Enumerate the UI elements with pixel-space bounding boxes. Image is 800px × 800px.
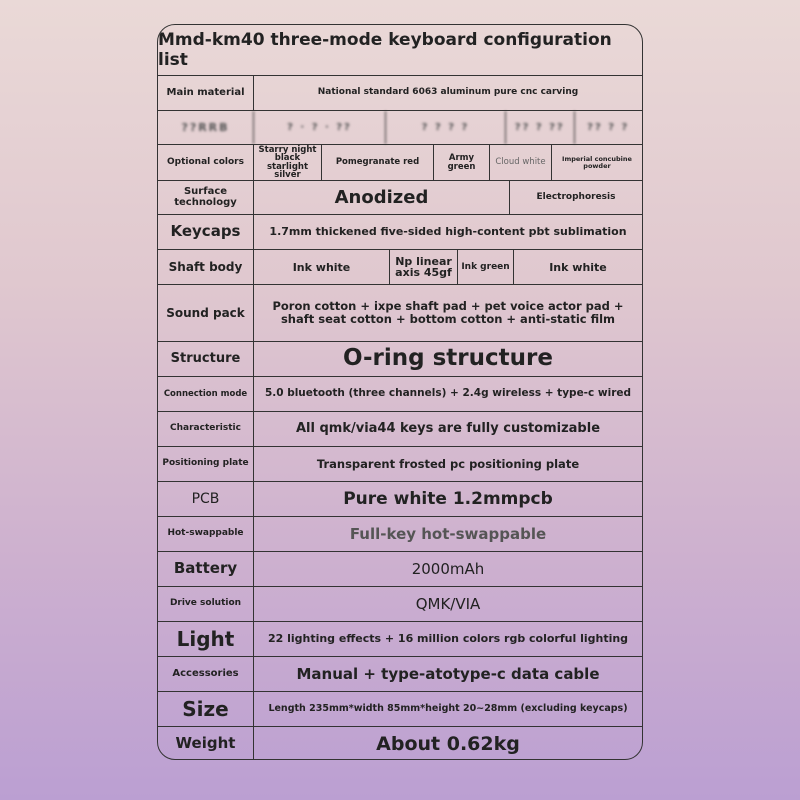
blurred-cell: ? · ? · ?? bbox=[254, 111, 386, 144]
blurred-cell: ? ? ? ? bbox=[386, 111, 506, 144]
label-weight: Weight bbox=[158, 727, 254, 760]
label-drive: Drive solution bbox=[158, 587, 254, 621]
value-sound: Poron cotton + ixpe shaft pad + pet voice actor pad + shaft seat cotton + bottom cotton + anti-static film bbox=[272, 299, 624, 326]
value-characteristic: All qmk/via44 keys are fully customizable bbox=[295, 420, 601, 436]
row-keycaps bbox=[158, 215, 642, 250]
shaft-option: Ink white bbox=[254, 250, 390, 284]
label-connection: Connection mode bbox=[158, 377, 254, 411]
row-blurred bbox=[158, 111, 642, 145]
row-connection bbox=[158, 377, 642, 412]
row-surface bbox=[158, 181, 642, 215]
label-main-material: Main material bbox=[158, 76, 254, 110]
value-main-material: National standard 6063 aluminum pure cnc carving bbox=[317, 87, 579, 98]
value-battery: 2000mAh bbox=[411, 559, 485, 578]
blurred-label: ??RRB bbox=[158, 111, 254, 144]
blurred-cell: ?? ? ? bbox=[587, 121, 630, 133]
value-pcb: Pure white 1.2mmpcb bbox=[343, 488, 553, 509]
row-battery bbox=[158, 552, 642, 587]
value-hotswap: Full-key hot-swappable bbox=[349, 524, 547, 543]
row-accessories bbox=[158, 657, 642, 692]
label-pcb: PCB bbox=[158, 482, 254, 516]
row-plate bbox=[158, 447, 642, 482]
value-structure: O-ring structure bbox=[343, 345, 553, 372]
label-characteristic: Characteristic bbox=[158, 412, 254, 446]
page-title: Mmd-km40 three-mode keyboard configuration list bbox=[158, 25, 642, 76]
value-accessories: Manual + type-atotype-c data cable bbox=[296, 664, 600, 683]
row-main-material bbox=[158, 76, 642, 111]
row-pcb bbox=[158, 482, 642, 517]
shaft-option: Ink green bbox=[458, 250, 514, 284]
value-drive: QMK/VIA bbox=[415, 594, 481, 613]
label-accessories: Accessories bbox=[158, 657, 254, 691]
row-weight bbox=[158, 727, 642, 760]
label-structure: Structure bbox=[158, 342, 254, 376]
label-battery: Battery bbox=[158, 552, 254, 586]
color-option: Army green bbox=[434, 145, 490, 180]
value-surface-2: Electrophoresis bbox=[536, 192, 616, 202]
value-size: Length 235mm*width 85mm*height 20~28mm (excluding keycaps) bbox=[268, 702, 628, 714]
row-characteristic bbox=[158, 412, 642, 447]
value-light: 22 lighting effects + 16 million colors rgb colorful lighting bbox=[267, 631, 629, 645]
label-keycaps: Keycaps bbox=[158, 215, 254, 249]
label-surface: Surface technology bbox=[158, 181, 254, 214]
label-hotswap: Hot-swappable bbox=[158, 517, 254, 551]
color-option: Starry night black starlight silver bbox=[254, 145, 322, 180]
color-option: Imperial concubine powder bbox=[562, 155, 632, 170]
value-keycaps: 1.7mm thickened five-sided high-content pbt sublimation bbox=[269, 224, 627, 238]
color-option: Pomegranate red bbox=[322, 145, 434, 180]
label-light: Light bbox=[158, 622, 254, 656]
blurred-cell: ?? ? ?? bbox=[506, 111, 575, 144]
color-option: Cloud white bbox=[490, 145, 552, 180]
row-light bbox=[158, 622, 642, 657]
value-plate: Transparent frosted pc positioning plate bbox=[316, 456, 580, 471]
label-sound: Sound pack bbox=[158, 285, 254, 341]
shaft-option: Ink white bbox=[549, 260, 607, 274]
row-drive bbox=[158, 587, 642, 622]
label-shaft: Shaft body bbox=[158, 250, 254, 284]
value-surface: Anodized bbox=[254, 181, 510, 214]
row-size bbox=[158, 692, 642, 727]
label-optional-colors: Optional colors bbox=[158, 145, 254, 180]
row-sound bbox=[158, 285, 642, 342]
config-card bbox=[157, 24, 643, 760]
row-optional-colors bbox=[158, 145, 642, 181]
value-connection: 5.0 bluetooth (three channels) + 2.4g wireless + type-c wired bbox=[264, 387, 632, 400]
shaft-option: Np linear axis 45gf bbox=[390, 250, 458, 284]
row-hotswap bbox=[158, 517, 642, 552]
label-size: Size bbox=[158, 692, 254, 726]
label-plate: Positioning plate bbox=[158, 447, 254, 481]
row-structure bbox=[158, 342, 642, 377]
value-weight: About 0.62kg bbox=[376, 732, 520, 755]
row-shaft bbox=[158, 250, 642, 285]
